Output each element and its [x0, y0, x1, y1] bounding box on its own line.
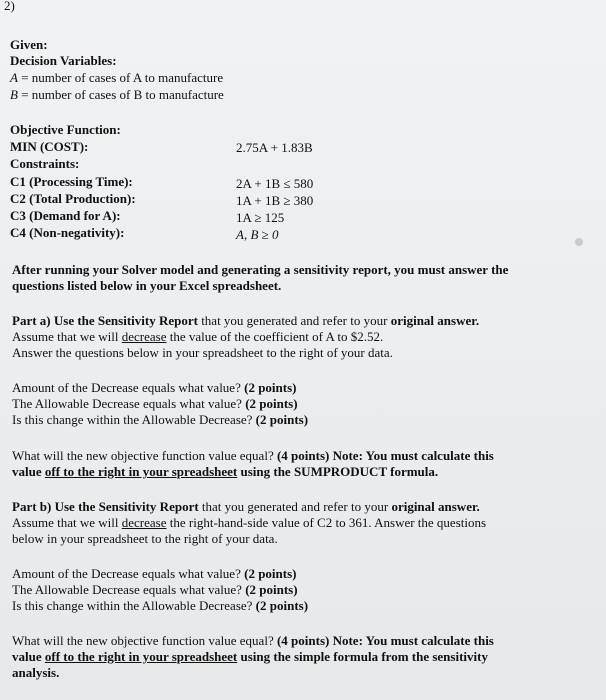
part-a-line-2-pre: Assume that we will — [12, 329, 122, 344]
objective-label: MIN (COST): — [10, 139, 89, 154]
decision-variables-heading: Decision Variables: — [10, 53, 117, 68]
objective-heading: Objective Function: — [10, 122, 121, 137]
part-b-q3-text: Is this change within the Allowable Decrease? — [12, 598, 256, 613]
part-a-title: Part a) Use the Sensitivity Report — [12, 313, 198, 328]
variable-b-definition — [10, 87, 224, 103]
constraint-c1-label: C1 (Processing Time): — [10, 174, 133, 189]
part-b-q2-points: (2 points) — [245, 582, 298, 597]
part-a-line-3: Answer the questions below in your spreadsheet to the right of your data. — [12, 345, 393, 360]
part-a-obj-line-2 — [12, 464, 587, 480]
constraint-c3-label: C3 (Demand for A): — [10, 208, 121, 223]
constraint-c2-expression: 1A + 1B ≥ 380 — [236, 193, 314, 208]
part-b-paragraph — [12, 499, 587, 547]
part-b-line-1 — [12, 499, 587, 515]
part-a-objective-question — [12, 448, 587, 480]
constraints-heading: Constraints: — [10, 156, 80, 171]
intro-line-2: questions listed below in your Excel spreadsheet. — [12, 278, 282, 293]
part-a-question-2 — [12, 396, 587, 412]
question-number: 2) — [4, 0, 15, 13]
part-b-obj-line-1 — [12, 633, 587, 649]
part-b-q1-text: Amount of the Decrease equals what value? — [12, 566, 245, 581]
part-a-obj-note: (4 points) Note: You must calculate this — [276, 448, 494, 463]
part-b-line-2 — [12, 515, 587, 531]
part-b-objective-question — [12, 633, 587, 681]
part-b-q1-points: (2 points) — [244, 566, 297, 581]
part-b-line-3: below in your spreadsheet to the right of your data. — [12, 531, 278, 546]
part-a-obj-line-1 — [12, 448, 587, 464]
constraint-c4-label: C4 (Non-negativity): — [10, 225, 125, 240]
part-a-q2-text: The Allowable Decrease equals what value? — [12, 396, 246, 411]
part-b-question-3 — [12, 598, 587, 614]
variable-a-definition — [10, 70, 223, 86]
variable-a: A — [10, 70, 18, 85]
intro-line-1: After running your Solver model and generating a sensitivity report, you must answer the — [12, 262, 509, 277]
part-a-question-3 — [12, 412, 587, 428]
part-a-original-answer: original answer. — [390, 313, 480, 328]
part-a-paragraph — [12, 313, 587, 361]
camera-glare-dot — [575, 238, 583, 246]
part-b-obj-line-3: analysis. — [12, 665, 60, 680]
part-a-obj-l2-pre: value — [12, 464, 45, 479]
part-a-q1-points: (2 points) — [244, 380, 297, 395]
part-a-decrease: decrease — [121, 329, 167, 344]
part-b-questions — [12, 566, 587, 614]
part-a-q1-text: Amount of the Decrease equals what value? — [12, 380, 245, 395]
part-b-line-2-pre: Assume that we will — [12, 515, 122, 530]
variable-b-text: = number of cases of B to manufacture — [17, 87, 224, 102]
part-b-question-1 — [12, 566, 587, 582]
part-b-obj-line-2 — [12, 649, 587, 665]
part-b-obj-note: (4 points) Note: You must calculate this — [276, 633, 494, 648]
part-a-line-1 — [12, 313, 587, 329]
part-a-q3-points: (2 points) — [255, 412, 309, 427]
part-a-line-2-post: the value of the coefficient of A to $2.52. — [166, 329, 384, 344]
part-a-line-1-text: that you generated and refer to your — [197, 313, 391, 328]
part-a-obj-l2-post: using the SUMPRODUCT formula. — [237, 464, 439, 479]
variable-a-text: = number of cases of A to manufacture — [17, 70, 224, 85]
part-a-q3-text: Is this change within the Allowable Decrease? — [12, 412, 256, 427]
constraint-c1-expression: 2A + 1B ≤ 580 — [236, 176, 314, 191]
part-a-question-1 — [12, 380, 587, 396]
intro-paragraph — [12, 262, 587, 294]
part-a-obj-text: What will the new objective function value equal? — [12, 448, 277, 463]
part-b-obj-l2-underlined: off to the right in your spreadsheet — [44, 649, 238, 664]
part-a-q2-points: (2 points) — [245, 396, 298, 411]
constraint-c3-expression: 1A ≥ 125 — [236, 210, 285, 225]
part-b-obj-l2-pre: value — [12, 649, 45, 664]
part-a-line-2 — [12, 329, 587, 345]
part-b-obj-l2-post: using the simple formula from the sensitivity — [237, 649, 488, 664]
part-a-questions — [12, 380, 587, 428]
part-b-obj-text: What will the new objective function value equal? — [12, 633, 277, 648]
part-b-question-2 — [12, 582, 587, 598]
part-b-line-1-text: that you generated and refer to your — [198, 499, 392, 514]
given-heading: Given: — [10, 37, 48, 52]
part-b-line-2-post: the right-hand-side value of C2 to 361. Answer the questions — [166, 515, 487, 530]
part-b-decrease: decrease — [121, 515, 167, 530]
part-b-q2-text: The Allowable Decrease equals what value? — [12, 582, 246, 597]
variable-b: B — [10, 87, 18, 102]
part-a-obj-l2-underlined: off to the right in your spreadsheet — [44, 464, 238, 479]
constraint-c4-expression: A, B ≥ 0 — [236, 227, 279, 242]
part-b-original-answer: original answer. — [391, 499, 480, 514]
part-b-q3-points: (2 points) — [255, 598, 309, 613]
part-b-title: Part b) Use the Sensitivity Report — [12, 499, 199, 514]
objective-expression: 2.75A + 1.83B — [236, 140, 313, 155]
constraint-c2-label: C2 (Total Production): — [10, 191, 136, 206]
